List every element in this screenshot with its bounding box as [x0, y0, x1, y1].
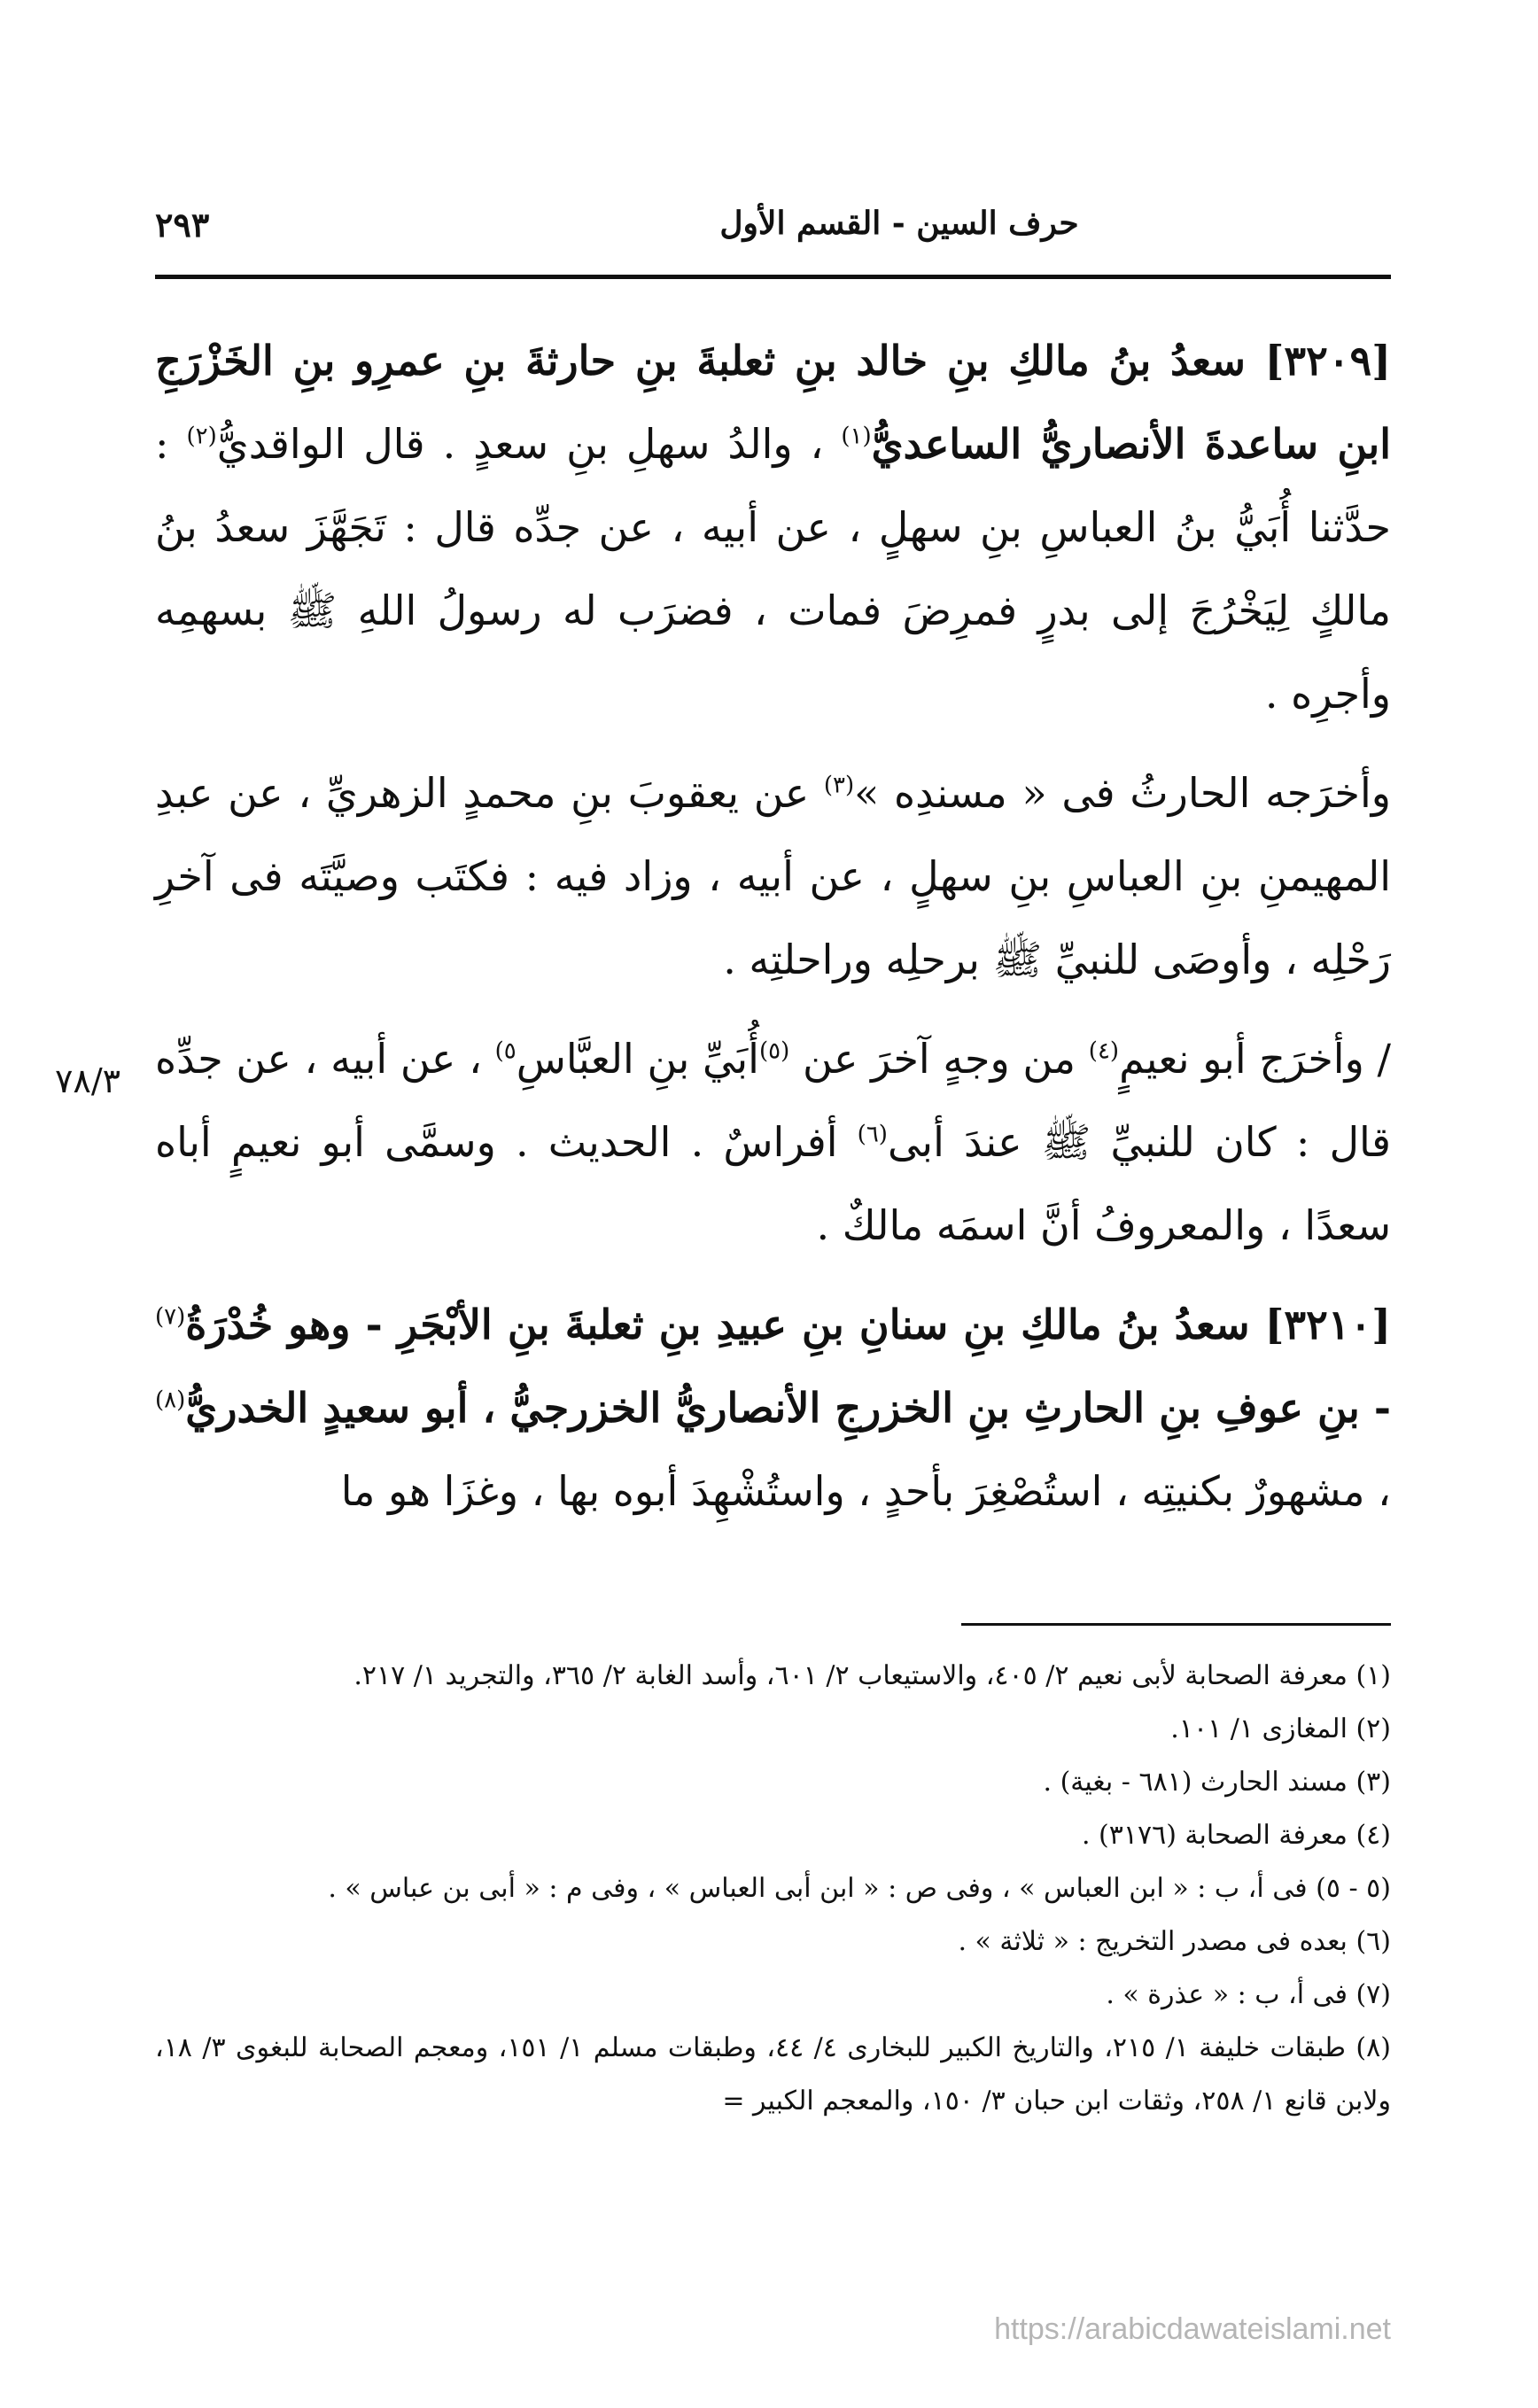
- entry-text: : حدَّثنا أُبَيُّ بنُ العباسِ بنِ سهلٍ ، عن أبيه ، عن جدِّه قال : تَجَهَّزَ سعدُ بنُ مالكٍ لِيَخْرُجَ إلى بدرٍ فمرِضَ فمات ، فضرَب له رسولُ اللهِ ﷺ بسهمِه وأجرِه .: [155, 420, 1391, 718]
- paragraph-text: أفراسٌ . الحديث . وسمَّى أبو نعيمٍ أباه سعدًا ، والمعروفُ أنَّ اسمَه مالكٌ .: [155, 1118, 1391, 1249]
- footnote: (٢) المغازى ١/ ١٠١.: [1170, 1713, 1391, 1744]
- entry-heading: [٣٢١٠] سعدُ بنُ مالكِ بنِ سنانِ بنِ عبيدِ بنِ ثعلبةَ بنِ الأبْجَرِ - وهو خُدْرَةُ: [185, 1301, 1391, 1348]
- entry-3210: [155, 1283, 1391, 1533]
- main-text: [155, 319, 1391, 1533]
- footnotes: [155, 1650, 1391, 2128]
- footnote-separator: [961, 1623, 1391, 1626]
- footnote: (٣) مسند الحارث (٦٨١ - بغية) .: [1043, 1767, 1391, 1798]
- footnote-ref: (٦): [857, 1121, 888, 1148]
- footnote: (٨) طبقات خليفة ١/ ٢١٥، والتاريخ الكبير للبخارى ٤/ ٤٤، وطبقات مسلم ١/ ١٥١، ومعجم الصحابة للبغوى ٣/ ١٨، ولابن قانع ١/ ٢٥٨، وثقات ابن حبان ٣/ ١٥٠، والمعجم الكبير =: [155, 2032, 1391, 2117]
- running-title: حرف السين - القسم الأول: [719, 205, 1079, 242]
- footnote: (٤) معرفة الصحابة (٣١٧٦) .: [1081, 1820, 1391, 1851]
- entry-heading: - بنِ عوفِ بنِ الحارثِ بنِ الخزرجِ الأنصاريُّ الخزرجيُّ ، أبو سعيدٍ الخدريُّ: [185, 1384, 1391, 1432]
- page-header: [155, 199, 1391, 261]
- paragraph-text: أُبَيِّ بنِ العبَّاسِ: [516, 1035, 759, 1083]
- watermark-url: https://arabicdawateislami.net: [994, 2312, 1391, 2346]
- margin-reference: ٧٨/٣: [55, 1061, 121, 1100]
- paragraph-text: ، عن أبيه ، عن جدِّه قال : كان للنبيِّ ﷺ عندَ أبى: [155, 1035, 1391, 1166]
- paragraph-text: من وجهٍ آخرَ عن: [802, 1035, 1076, 1083]
- footnote: (١) معرفة الصحابة لأبى نعيم ٢/ ٤٠٥، والاستيعاب ٢/ ٦٠١، وأسد الغابة ٢/ ٣٦٥، والتجريد ١/ ٢١٧.: [353, 1660, 1391, 1691]
- paragraph-harith: [155, 751, 1391, 1001]
- page-number: ٢٩٣: [155, 205, 210, 245]
- footnote-ref: (١): [841, 423, 872, 450]
- entry-3209: [155, 319, 1391, 735]
- header-rule: [155, 275, 1391, 279]
- footnote-ref: (٤): [1088, 1037, 1120, 1065]
- footnote-ref: (٣): [823, 772, 855, 799]
- entry-text: ، مشهورٌ بكنيتِه ، استُصْغِرَ بأحدٍ ، واستُشْهِدَ أبوه بها ، وغزَا هو ما: [340, 1467, 1391, 1515]
- entry-heading: [٣٢٠٩] سعدُ بنُ مالكِ بنِ خالد بنِ ثعلبةَ بنِ حارثةَ بنِ عمرِو بنِ الخَزْرَجِ ابنِ ساعدةَ الأنصاريُّ الساعديُّ: [155, 337, 1392, 468]
- paragraph-text: عن يعقوبَ بنِ محمدٍ الزهريِّ ، عن عبدِ المهيمنِ بنِ العباسِ بنِ سهلٍ ، عن أبيه ، وزاد فيه : فكتَب وصيَّتَه فى آخرِ رَحْلِه ، وأوصَى للنبيِّ ﷺ برحلِه وراحلتِه .: [155, 769, 1391, 983]
- entry-text: ، والدُ سهلِ بنِ سعدٍ . قال الواقديُّ: [216, 420, 824, 468]
- footnote-ref: ٥): [494, 1037, 517, 1065]
- footnote: (٦) بعده فى مصدر التخريج : « ثلاثة » .: [958, 1926, 1391, 1957]
- footnote: (٧) فى أ، ب : « عذرة » .: [1106, 1979, 1391, 2010]
- footnote-ref: (٧): [155, 1303, 186, 1331]
- footnote-ref: (٨): [155, 1387, 186, 1414]
- paragraph-text: وأخرَجه الحارثُ فى « مسندِه »: [854, 769, 1391, 817]
- footnote-ref: (٢): [186, 423, 217, 450]
- paragraph-text: / وأخرَج أبو نعيمٍ: [1119, 1035, 1391, 1083]
- footnote: (٥ - ٥) فى أ، ب : « ابن العباس » ، وفى ص : « ابن أبى العباس » ، وفى م : « أبى بن عباس » .: [328, 1873, 1391, 1904]
- footnote-ref: (٥): [758, 1037, 790, 1065]
- paragraph-abu-nuaym: [155, 1017, 1391, 1267]
